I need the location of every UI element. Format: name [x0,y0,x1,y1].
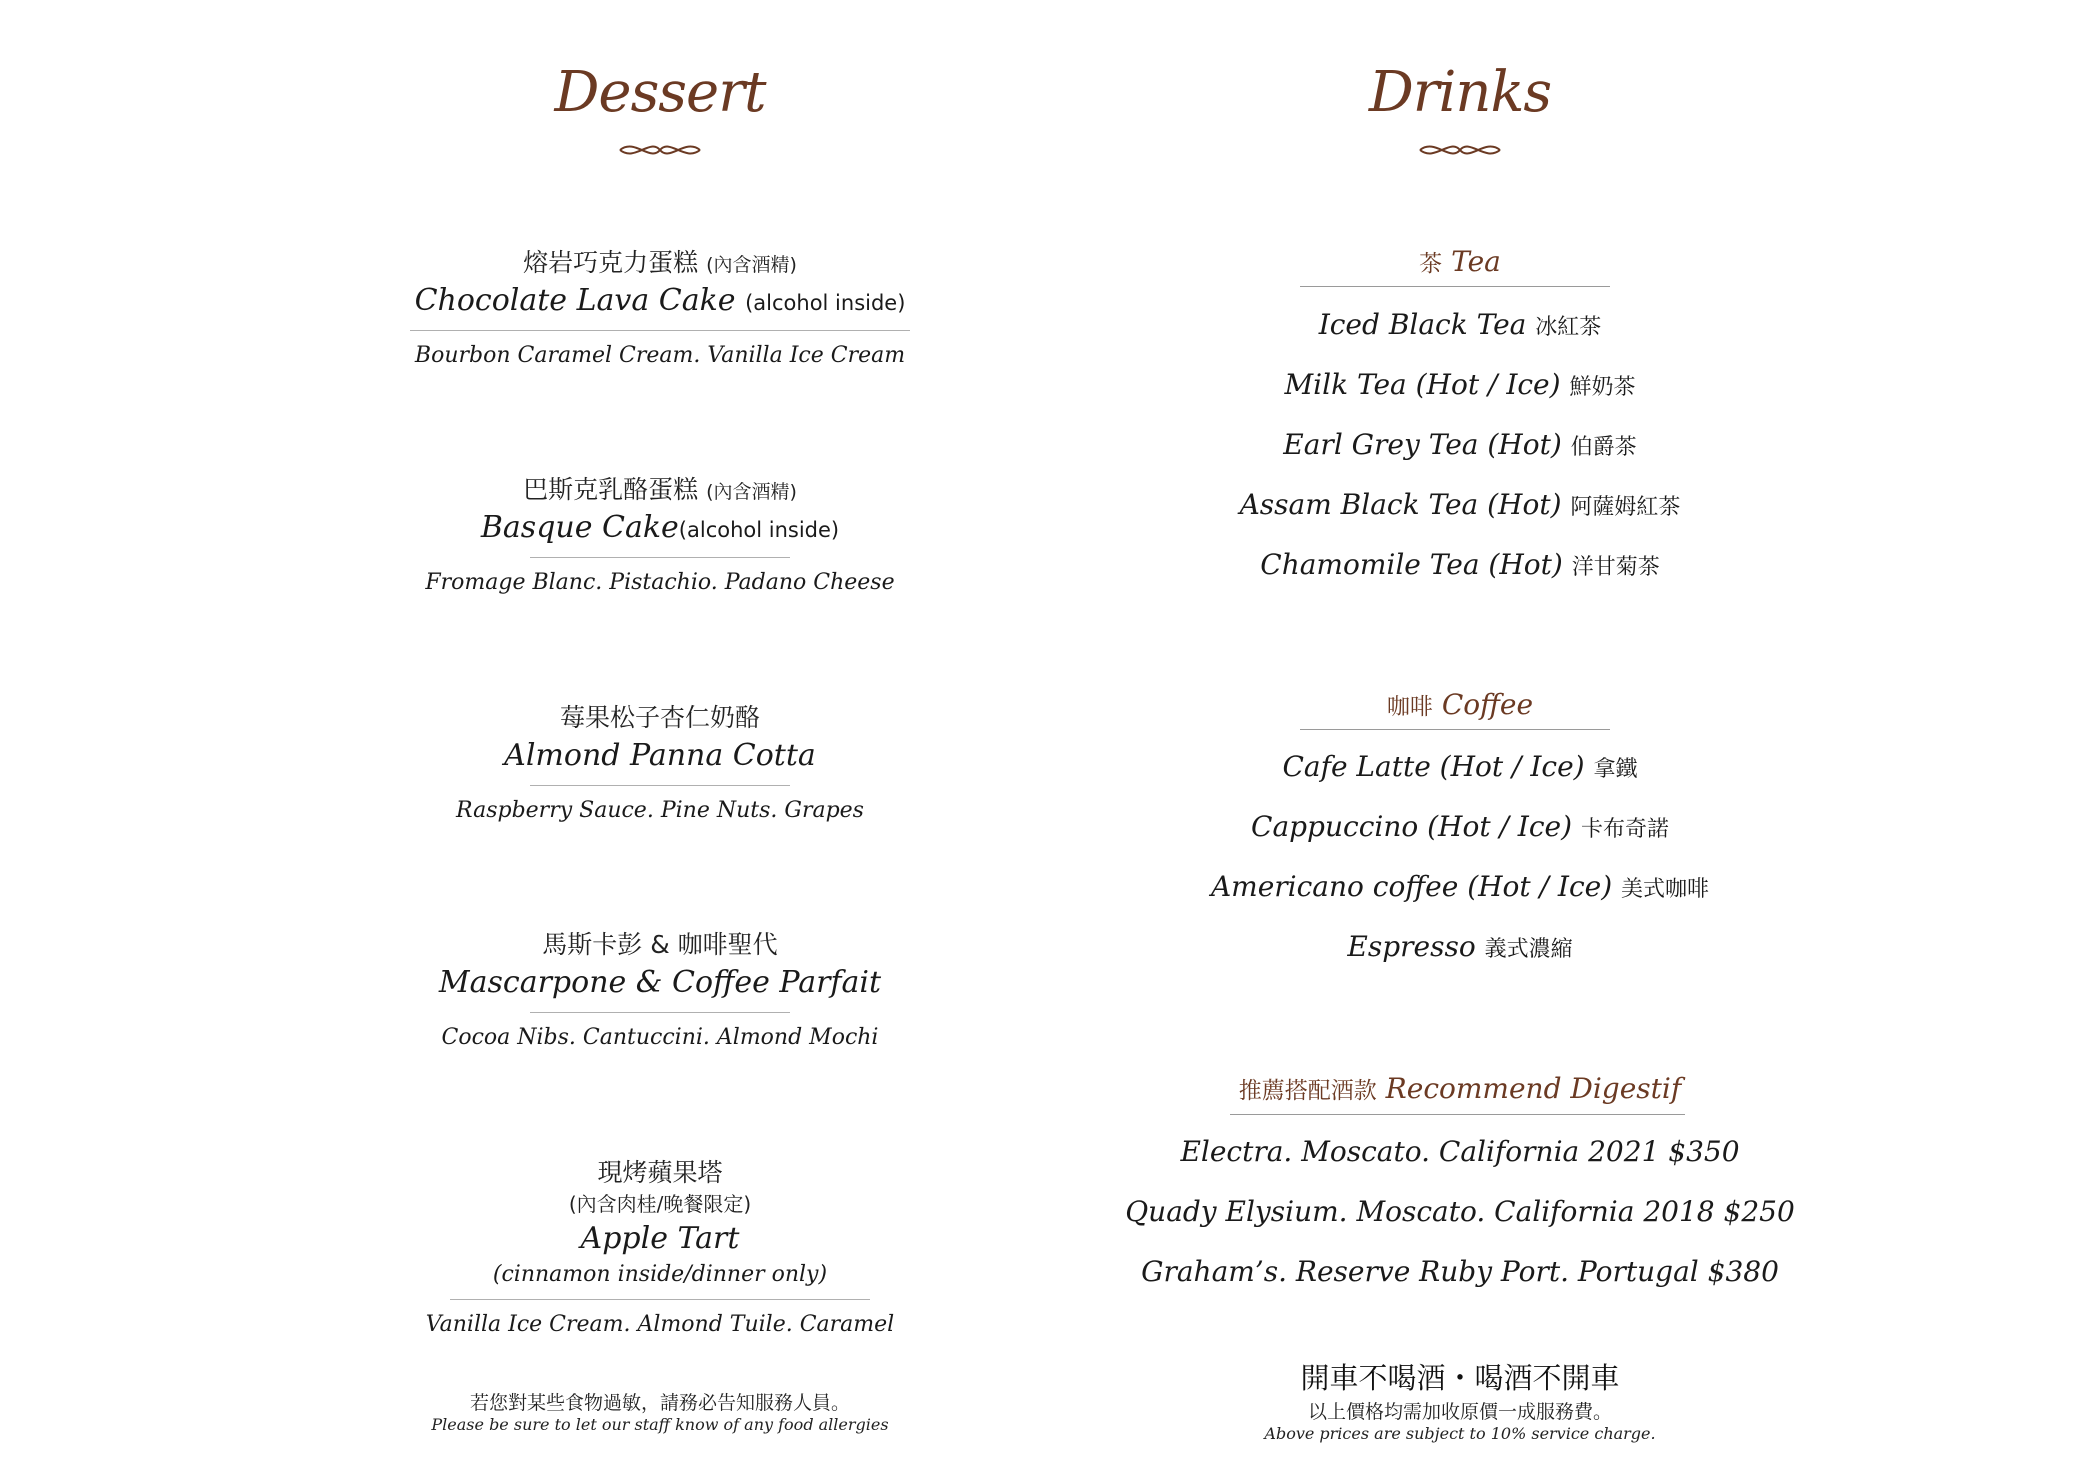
dessert-description: Fromage Blanc. Pistachio. Padano Cheese [425,570,895,595]
divider [530,785,790,786]
coffee-item: Espresso 義式濃縮 [1347,930,1573,963]
tea-item: Assam Black Tea (Hot) 阿薩姆紅茶 [1239,488,1681,521]
dessert-name-zh: 巴斯克乳酪蛋糕 (內含酒精) [523,475,797,504]
tea-divider [1300,286,1610,287]
dessert-item [380,245,940,368]
tea-section-title: 茶 Tea [1419,245,1501,278]
dessert-note-zh: (內含肉桂/晚餐限定) [568,1192,752,1216]
dessert-name-en: Almond Panna Cotta [504,738,816,773]
tea-item: Earl Grey Tea (Hot) 伯爵茶 [1283,428,1637,461]
tea-item: Milk Tea (Hot / Ice) 鮮奶茶 [1284,368,1636,401]
dessert-column [380,0,940,1484]
coffee-section-title: 咖啡 Coffee [1386,688,1534,721]
dessert-heading: Dessert [554,60,766,125]
dessert-name-zh: 現烤蘋果塔 [597,1158,723,1187]
allergy-notice-en: Please be sure to let our staff know of any food allergies [431,1415,889,1434]
digestif-divider [1230,1114,1685,1115]
divider [530,557,790,558]
digestif-item: Electra. Moscato. California 2021 $350 [1180,1135,1740,1168]
dessert-name-en: Mascarpone & Coffee Parfait [438,965,882,1000]
tea-item: Chamomile Tea (Hot) 洋甘菊茶 [1260,548,1660,581]
allergy-notice-zh: 若您對某些食物過敏，請務必告知服務人員。 [469,1392,850,1414]
dessert-name-en: Basque Cake(alcohol inside) [480,510,840,545]
service-charge-zh: 以上價格均需加收原價一成服務費。 [1307,1401,1612,1423]
drinks-heading: Drinks [1368,60,1552,125]
coffee-item: Americano coffee (Hot / Ice) 美式咖啡 [1210,870,1710,903]
divider [530,1012,790,1013]
flourish-ornament [615,138,705,162]
coffee-divider [1300,729,1610,730]
dessert-item [380,927,940,1050]
divider [410,330,910,331]
drink-driving-slogan: 開車不喝酒・喝酒不開車 [1300,1361,1620,1395]
coffee-item: Cappuccino (Hot / Ice) 卡布奇諾 [1251,810,1669,843]
tea-item: Iced Black Tea 冰紅茶 [1318,308,1602,341]
dessert-item [380,700,940,823]
divider [450,1299,870,1300]
service-charge-en: Above prices are subject to 10% service charge. [1264,1424,1656,1443]
dessert-description: Cocoa Nibs. Cantuccini. Almond Mochi [441,1025,879,1050]
dessert-name-en: Apple Tart [580,1221,740,1256]
digestif-item: Graham’s. Reserve Ruby Port. Portugal $380 [1141,1255,1779,1288]
dessert-note-en: (cinnamon inside/dinner only) [492,1262,828,1287]
drinks-column [1120,0,1800,1484]
dessert-item [380,1155,940,1337]
dessert-item [380,472,940,595]
dessert-name-zh: 莓果松子杏仁奶酪 [559,703,760,732]
dessert-description: Vanilla Ice Cream. Almond Tuile. Caramel [425,1311,895,1337]
digestif-section-title: 推薦搭配酒款 Recommend Digestif [1238,1072,1682,1105]
service-notice [1120,1356,1800,1443]
dessert-description: Raspberry Sauce. Pine Nuts. Grapes [456,798,864,823]
dessert-description: Bourbon Caramel Cream. Vanilla Ice Cream [414,343,906,368]
dessert-name-en: Chocolate Lava Cake (alcohol inside) [414,283,906,318]
flourish-ornament [1415,138,1505,162]
allergy-notice [380,1388,940,1434]
coffee-item: Cafe Latte (Hot / Ice) 拿鐵 [1282,750,1638,783]
dessert-name-zh: 馬斯卡彭 & 咖啡聖代 [542,930,778,959]
digestif-item: Quady Elysium. Moscato. California 2018 $250 [1125,1195,1795,1228]
dessert-name-zh: 熔岩巧克力蛋糕 (內含酒精) [523,248,797,277]
